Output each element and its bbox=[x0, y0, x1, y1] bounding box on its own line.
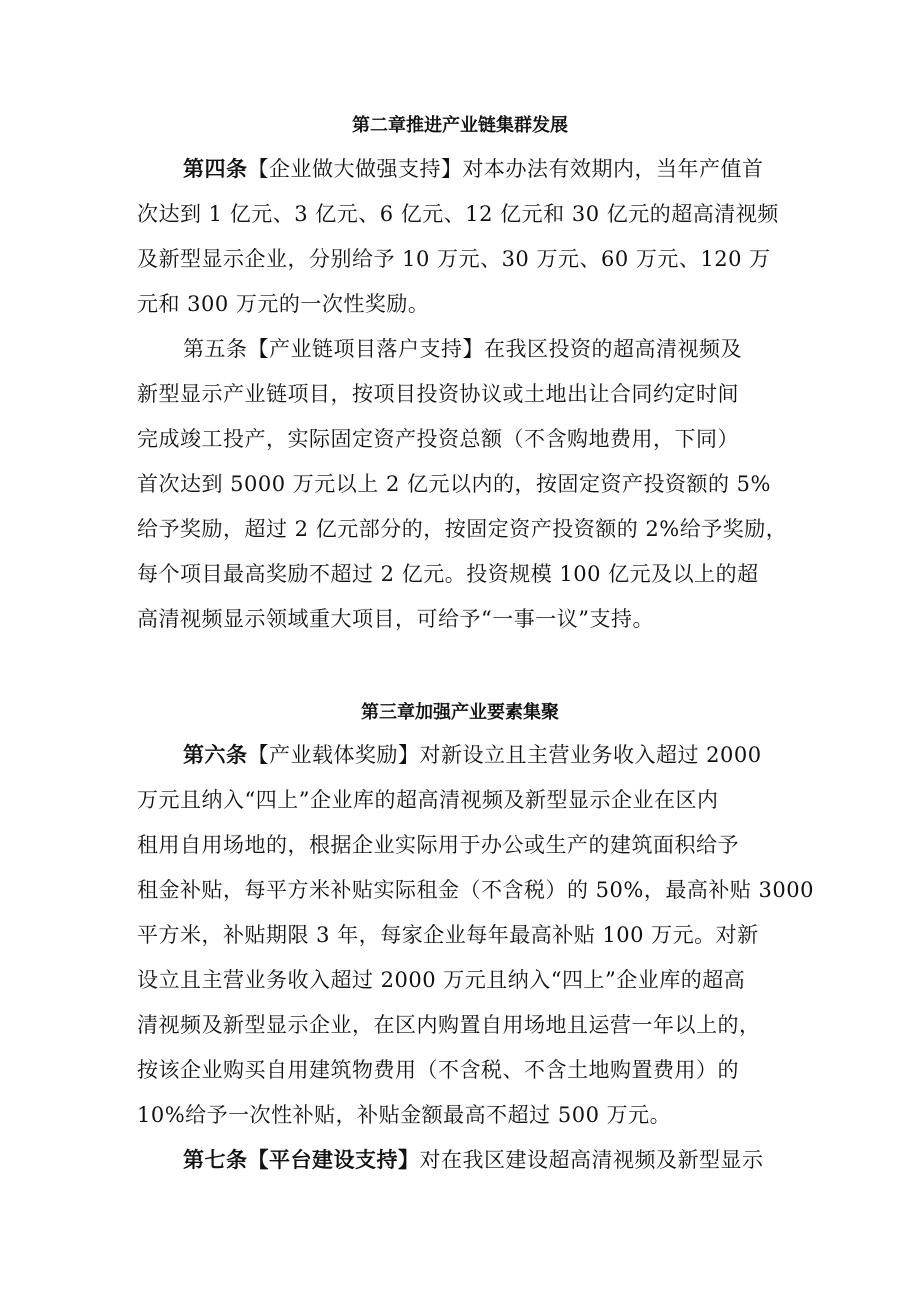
article-7-text: 对在我区建设超高清视频及新型显示 bbox=[419, 1148, 764, 1172]
article-6-line-2: 万元且纳入“四上”企业库的超高清视频及新型显示企业在区内 bbox=[137, 788, 719, 812]
article-6-line-8: 按该企业购买自用建筑物费用（不含税、不含土地购置费用）的 bbox=[137, 1058, 739, 1082]
article-6-line-5: 平方米，补贴期限 3 年，每家企业每年最高补贴 100 万元。对新 bbox=[137, 923, 759, 947]
article-7-line-1 bbox=[183, 1140, 764, 1180]
article-4-text: 【企业做大做强支持】对本办法有效期内，当年产值首 bbox=[247, 157, 764, 181]
article-5-line-4: 首次达到 5000 万元以上 2 亿元以内的，按固定资产投资额的 5% bbox=[137, 472, 771, 496]
chapter-3-title: 第三章加强产业要素集聚 bbox=[361, 702, 559, 723]
chapter-2-title: 第二章推进产业链集群发展 bbox=[352, 115, 568, 136]
article-6-line-6: 设立且主营业务收入超过 2000 万元且纳入“四上”企业库的超高 bbox=[137, 968, 746, 992]
article-4-line-2: 次达到 1 亿元、3 亿元、6 亿元、12 亿元和 30 亿元的超高清视频 bbox=[137, 202, 779, 226]
article-5-line-3: 完成竣工投产，实际固定资产投资总额（不含购地费用，下同） bbox=[137, 427, 739, 451]
article-6-line-4: 租金补贴，每平方米补贴实际租金（不含税）的 50%，最高补贴 3000 bbox=[137, 878, 814, 902]
article-5-line-7: 高清视频显示领域重大项目，可给予“一事一议”支持。 bbox=[137, 607, 654, 631]
article-4-line-3: 及新型显示企业，分别给予 10 万元、30 万元、60 万元、120 万 bbox=[137, 247, 771, 271]
article-4-line-1 bbox=[183, 149, 764, 189]
article-5-line-5: 给予奖励，超过 2 亿元部分的，按固定资产投资额的 2%给予奖励， bbox=[137, 517, 788, 541]
article-7-label: 第七条【平台建设支持】 bbox=[183, 1148, 420, 1172]
article-6-text: 【产业载体奖励】对新设立且主营业务收入超过 2000 bbox=[247, 743, 762, 767]
article-6-line-7: 清视频及新型显示企业，在区内购置自用场地且运营一年以上的， bbox=[137, 1013, 761, 1037]
article-6-line-1 bbox=[183, 735, 762, 775]
article-6-line-3: 租用自用场地的，根据企业实际用于办公或生产的建筑面积给予 bbox=[137, 833, 739, 857]
article-5-line-6: 每个项目最高奖励不超过 2 亿元。投资规模 100 亿元及以上的超 bbox=[137, 562, 759, 586]
article-6-label: 第六条 bbox=[183, 743, 248, 767]
article-5-line-1: 第五条【产业链项目落户支持】在我区投资的超高清视频及 bbox=[183, 337, 742, 361]
article-5-line-2: 新型显示产业链项目，按项目投资协议或土地出让合同约定时间 bbox=[137, 382, 739, 406]
article-6-line-9: 10%给予一次性补贴，补贴金额最高不超过 500 万元。 bbox=[137, 1103, 672, 1127]
article-4-line-4: 元和 300 万元的一次性奖励。 bbox=[137, 292, 430, 316]
article-4-label: 第四条 bbox=[183, 157, 248, 181]
